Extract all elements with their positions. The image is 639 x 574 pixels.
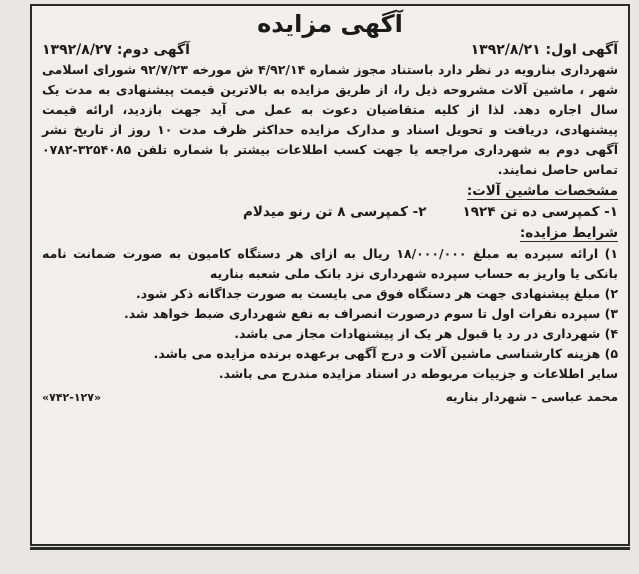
notice-frame xyxy=(30,4,630,546)
condition-2: ۲) مبلغ پیشنهادی جهت هر دستگاه فوق می بایست به صورت جداگانه ذکر شود. xyxy=(136,286,618,301)
notice-content xyxy=(32,6,628,404)
condition-6: سایر اطلاعات و جزییات مربوطه در اسناد مزایده مندرج می باشد. xyxy=(218,366,618,381)
first-notice-date: آگهی اول: ۱۳۹۲/۸/۲۱ xyxy=(470,42,618,58)
machines-list xyxy=(72,204,618,220)
bottom-divider xyxy=(30,547,630,550)
notice-code: «۷۴۲-۱۲۷» xyxy=(42,390,102,404)
machines-title: مشخصات ماشین آلات: xyxy=(466,183,618,199)
notice-title: آگهی مزایده xyxy=(257,10,403,38)
notice-dates xyxy=(42,42,618,58)
machine-item-2: ۲- کمپرسی ۸ تن رنو میدلام xyxy=(243,204,427,220)
intro-paragraph: شهرداری بنارویه در نظر دارد باستناد مجوز شماره ۴/۹۲/۱۴ ش مورخه ۹۲/۷/۲۳ شورای اسلامی شهر ، ماشین آلات مشروحه ذیل را، از طریق مزایده به بالاترین قیمت پیشنهادی به مدت یک سال اجاره دهد. لذا از کلیه متقاضیان دعوت به عمل می آید جهت بازدید، ارائه قیمت پیشنهادی، دریافت و تحویل اسناد و مدارک مزایده حداکثر ظرف مدت ۱۰ روز از تاریخ نشر آگهی دوم به شهرداری مراجعه یا جهت کسب اطلاعات بیشتر با شماره تلفن ۳۲۵۴۰۸۵-۰۷۸۲ تماس حاصل نمایند. xyxy=(42,62,618,177)
condition-1: ۱) ارائه سپرده به مبلغ ۱۸/۰۰۰/۰۰۰ ریال به ازای هر دستگاه کامیون به صورت ضمانت نامه بانکی یا واریز به حساب سپرده شهرداری نزد بانک ملی شعبه بناریه xyxy=(42,246,618,281)
machine-item-1: ۱- کمپرسی ده تن ۱۹۲۴ xyxy=(462,204,618,220)
condition-3: ۳) سپرده نفرات اول تا سوم درصورت انصراف به نفع شهرداری ضبط خواهد شد. xyxy=(124,306,618,321)
conditions-title: شرایط مزایده: xyxy=(519,225,618,241)
condition-5: ۵) هزینه کارشناسی ماشین آلات و درج آگهی برعهده برنده مزایده می باشد. xyxy=(153,346,618,361)
mayor-signature: محمد عباسی – شهردار بناریه xyxy=(445,390,618,404)
signature-row xyxy=(42,390,618,404)
condition-4: ۴) شهرداری در رد یا قبول هر یک از پیشنهادات مجاز می باشد. xyxy=(234,326,618,341)
second-notice-date: آگهی دوم: ۱۳۹۲/۸/۲۷ xyxy=(42,42,190,58)
